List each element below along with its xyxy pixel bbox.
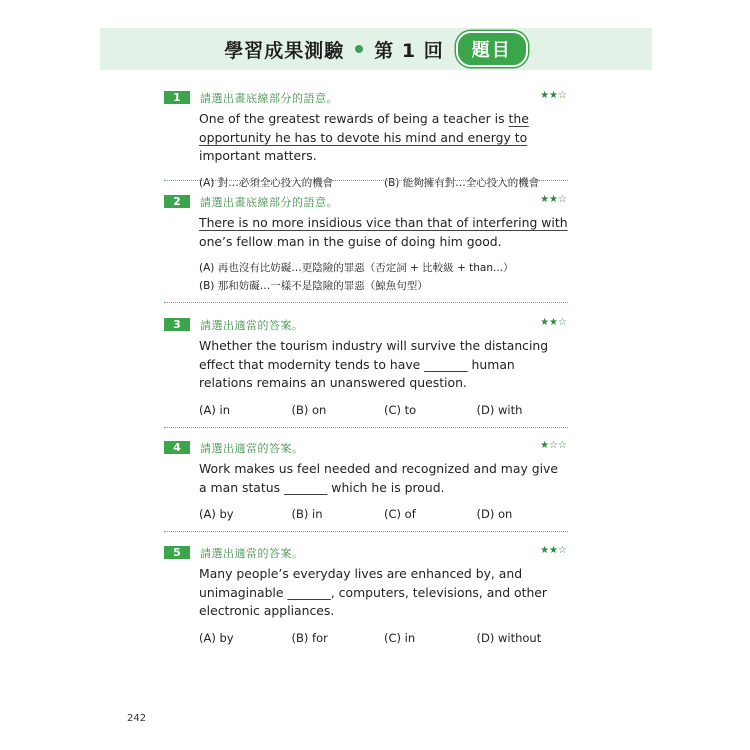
question-divider [164,180,568,181]
question-instruction: 請選出畫底線部分的語意。 [200,196,338,209]
question-text: Work makes us feel needed and recognized and may give a man status _______ which he is proud. [199,461,558,495]
option-b[interactable]: (B) in [291,507,323,521]
option-d[interactable]: (D) without [476,630,542,645]
header-title-row [100,33,652,65]
question-number: 3 [164,318,190,331]
round-label: 第 1 回 [374,39,444,62]
section-badge: 題目 [456,31,528,67]
option-c[interactable]: (C) in [384,630,416,645]
question-5 [164,545,569,647]
difficulty-stars: ★★☆ [540,194,567,205]
option-a[interactable]: (A) in [199,402,230,417]
question-instruction: 請選出畫底線部分的語意。 [200,92,338,105]
question-header [164,545,569,561]
underlined-phrase: the opportunity he has to devote his mind and energy to [199,111,529,145]
question-number: 2 [164,195,190,208]
question-number: 4 [164,441,190,454]
question-text [199,110,569,166]
question-4 [164,440,569,523]
page-title: 學習成果測驗 [224,39,345,62]
difficulty-stars: ★★☆ [540,317,567,328]
question-header [164,317,569,333]
option-d[interactable]: (D) on [476,507,513,521]
question-divider [164,531,568,532]
question-header [164,90,569,106]
option-d[interactable]: (D) with [476,402,523,417]
question-instruction: 請選出適當的答案。 [200,442,304,455]
question-text-post: important matters. [199,148,317,163]
option-b[interactable]: (B) for [291,630,328,645]
question-text-post: one’s fellow man in the guise of doing him good. [199,233,502,249]
answer-options [199,259,569,295]
question-instruction: 請選出適當的答案。 [200,319,304,332]
option-a[interactable]: (A) 再也沒有比妨礙…更陰險的罪惡（否定詞 + 比較級 + than...） [199,262,514,274]
question-number: 5 [164,546,190,559]
option-b[interactable]: (B) 能夠擁有對…全心投入的機會 [384,176,540,189]
answer-options [199,629,569,647]
option-b[interactable]: (B) 那和妨礙…一樣不是陰險的罪惡（鯨魚句型） [199,280,428,292]
page-header [100,28,652,70]
option-a[interactable]: (A) 對…必須全心投入的機會 [199,176,334,189]
answer-options [199,505,569,523]
option-a[interactable]: (A) by [199,630,234,645]
question-header [164,194,569,210]
page-number: 242 [127,713,147,724]
question-text [199,214,569,251]
difficulty-stars: ★★☆ [540,90,567,101]
question-instruction: 請選出適當的答案。 [200,547,304,560]
question-1 [164,90,569,192]
option-a[interactable]: (A) by [199,507,234,521]
question-3 [164,317,569,419]
difficulty-stars: ★☆☆ [540,440,567,451]
question-number: 1 [164,91,190,104]
question-text-pre: One of the greatest rewards of being a teacher is [199,111,509,126]
option-c[interactable]: (C) to [384,402,417,417]
question-text: Many people’s everyday lives are enhanced by, and unimaginable _______, computers, televisions, and other electronic appliances. [199,566,548,618]
question-2 [164,194,569,295]
difficulty-stars: ★★☆ [540,545,567,556]
option-b[interactable]: (B) on [291,402,327,417]
underlined-phrase: There is no more insidious vice than that of interfering with [199,215,568,230]
option-c[interactable]: (C) of [384,507,416,521]
question-divider [164,427,568,428]
title-separator-dot [355,45,363,53]
answer-options [199,401,569,419]
question-header [164,440,569,456]
question-text: Whether the tourism industry will survive the distancing effect that modernity tends to have _______ human relations remains an unanswered question. [199,338,549,390]
answer-options [199,174,569,192]
question-divider [164,302,568,303]
